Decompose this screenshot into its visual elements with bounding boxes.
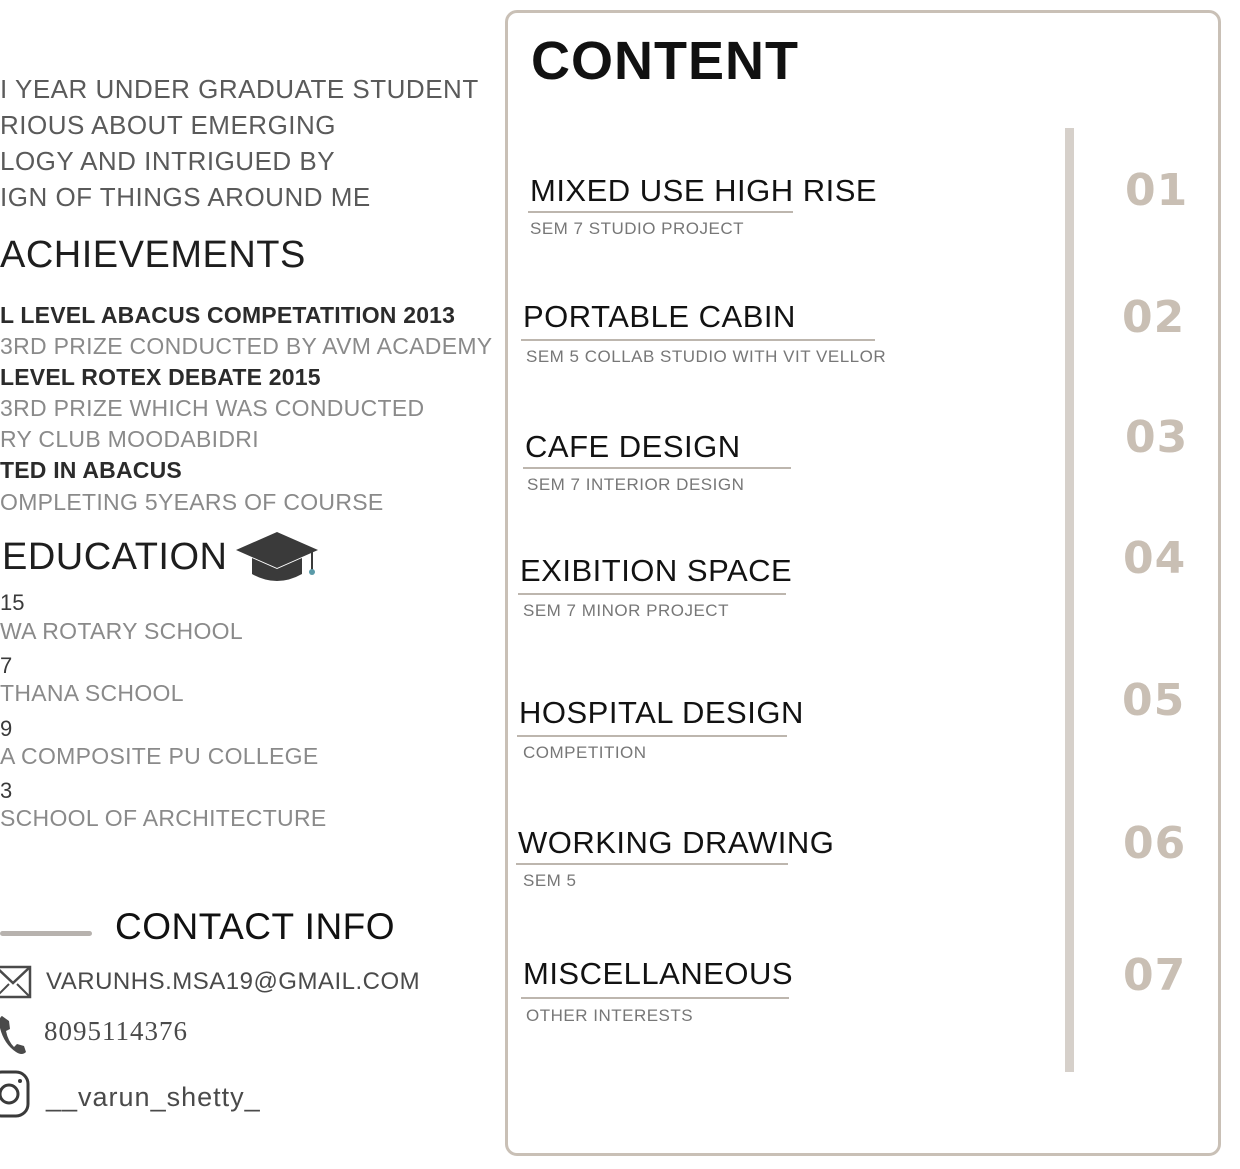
education-year: 15 — [0, 590, 25, 615]
instagram-icon — [0, 1070, 32, 1120]
graduation-cap-icon — [232, 528, 322, 588]
contact-heading: CONTACT INFO — [115, 906, 396, 947]
content-item-title[interactable]: MIXED USE HIGH RISE — [530, 173, 878, 208]
achievements-heading: ACHIEVEMENTS — [0, 234, 306, 276]
education-year: 3 — [0, 778, 13, 803]
mail-icon — [0, 965, 32, 999]
achievement-line: TED IN ABACUS — [0, 457, 182, 483]
achievement-line: LEVEL ROTEX DEBATE 2015 — [0, 364, 321, 390]
content-divider-line — [1065, 128, 1074, 1072]
education-school: SCHOOL OF ARCHITECTURE — [0, 805, 327, 831]
content-item-subtitle: SEM 7 MINOR PROJECT — [523, 601, 729, 620]
content-item-title[interactable]: MISCELLANEOUS — [523, 956, 794, 991]
content-heading: CONTENT — [531, 31, 799, 91]
content-item-underline — [528, 211, 793, 213]
content-item-underline — [518, 593, 786, 595]
intro-line: RIOUS ABOUT EMERGING — [0, 110, 337, 140]
content-item-number: 05 — [1122, 675, 1186, 726]
content-item-title[interactable]: EXIBITION SPACE — [520, 553, 793, 588]
education-heading: EDUCATION — [2, 536, 228, 578]
content-item-number: 01 — [1125, 165, 1189, 216]
content-item-number: 07 — [1123, 950, 1187, 1001]
content-item-number: 04 — [1123, 533, 1187, 584]
content-item-number: 02 — [1122, 292, 1186, 343]
achievement-line: RY CLUB MOODABIDRI — [0, 426, 259, 452]
content-item-subtitle: OTHER INTERESTS — [526, 1006, 694, 1025]
education-school: THANA SCHOOL — [0, 680, 184, 706]
content-item-number: 06 — [1123, 818, 1187, 869]
achievement-line: OMPLETING 5YEARS OF COURSE — [0, 489, 384, 515]
intro-line: IGN OF THINGS AROUND ME — [0, 182, 371, 212]
content-item-subtitle: SEM 7 STUDIO PROJECT — [530, 219, 745, 238]
content-item-underline — [517, 735, 787, 737]
intro-line: I YEAR UNDER GRADUATE STUDENT — [0, 74, 479, 104]
content-item-underline — [516, 863, 788, 865]
contact-phone[interactable]: 8095114376 — [44, 1016, 188, 1046]
content-item-number: 03 — [1125, 412, 1189, 463]
content-item-subtitle: COMPETITION — [523, 743, 647, 762]
education-school: A COMPOSITE PU COLLEGE — [0, 743, 319, 769]
content-item-underline — [521, 339, 875, 341]
education-year: 9 — [0, 716, 13, 741]
content-item-subtitle: SEM 5 COLLAB STUDIO WITH VIT VELLOR — [526, 347, 887, 366]
achievement-line: L LEVEL ABACUS COMPETATITION 2013 — [0, 302, 456, 328]
contact-divider — [0, 931, 92, 936]
achievement-line: 3RD PRIZE WHICH WAS CONDUCTED — [0, 395, 425, 421]
content-item-title[interactable]: PORTABLE CABIN — [523, 299, 796, 334]
content-item-title[interactable]: WORKING DRAWING — [518, 825, 835, 860]
contact-instagram[interactable]: __varun_shetty_ — [46, 1082, 261, 1112]
content-item-underline — [523, 467, 791, 469]
achievement-line: 3RD PRIZE CONDUCTED BY AVM ACADEMY — [0, 333, 493, 359]
contact-email[interactable]: VARUNHS.MSA19@GMAIL.COM — [46, 968, 421, 995]
phone-icon — [0, 1014, 30, 1056]
content-item-title[interactable]: HOSPITAL DESIGN — [519, 695, 804, 730]
content-item-subtitle: SEM 5 — [523, 871, 577, 890]
content-item-title[interactable]: CAFE DESIGN — [525, 429, 741, 464]
content-item-underline — [521, 997, 789, 999]
education-school: WA ROTARY SCHOOL — [0, 618, 243, 644]
intro-line: LOGY AND INTRIGUED BY — [0, 146, 336, 176]
content-item-subtitle: SEM 7 INTERIOR DESIGN — [527, 475, 745, 494]
education-year: 7 — [0, 653, 13, 678]
